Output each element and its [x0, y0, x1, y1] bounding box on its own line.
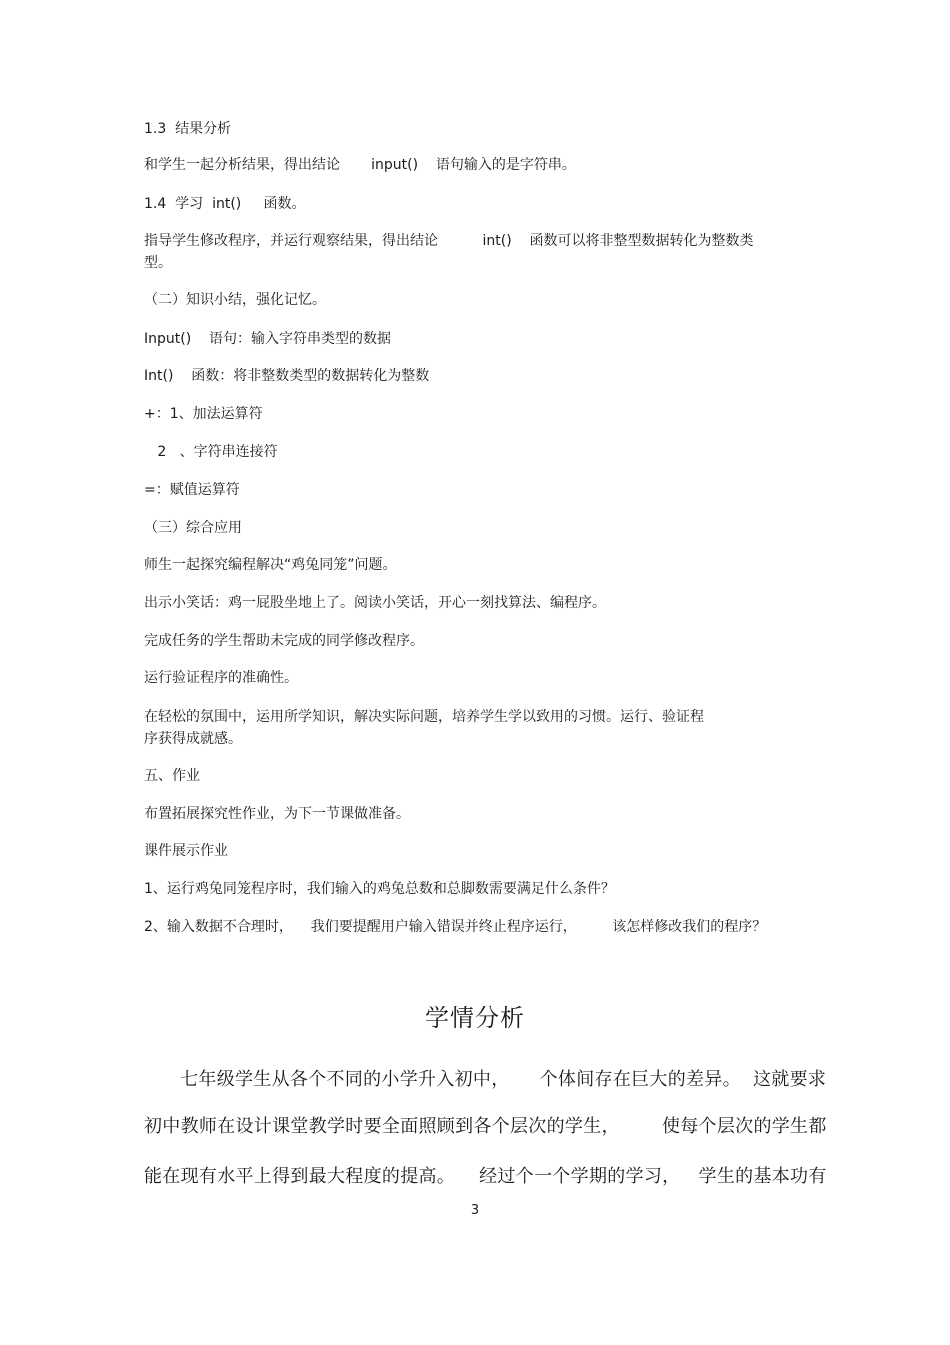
- text-line: 运行验证程序的准确性。: [144, 670, 298, 686]
- page-number: 3: [470, 1203, 480, 1218]
- text-line: Input() 语句：输入字符串类型的数据: [144, 331, 391, 347]
- text-line: Int() 函数：将非整数类型的数据转化为整数: [144, 368, 430, 384]
- text-line: 型。: [144, 255, 172, 271]
- text-line: 布置拓展探究性作业，为下一节课做准备。: [144, 806, 410, 822]
- text-line: 序获得成就感。: [144, 731, 242, 747]
- section-heading-homework: 五、作业: [144, 768, 200, 784]
- paragraph-line: 初中教师在设计课堂教学时要全面照顾到各个层次的学生， 使每个层次的学生都: [144, 1116, 827, 1137]
- text-line: 指导学生修改程序，并运行观察结果，得出结论 int() 函数可以将非整型数据转化为整数类: [144, 233, 754, 249]
- text-line: 师生一起探究编程解决“鸡兔同笼”问题。: [144, 557, 397, 573]
- paragraph-line: 能在现有水平上得到最大程度的提高。 经过个一个学期的学习， 学生的基本功有: [144, 1166, 827, 1187]
- subsection-heading: （三）综合应用: [144, 520, 242, 536]
- text-line: 在轻松的氛围中，运用所学知识，解决实际问题，培养学生学以致用的习惯。运行、验证程: [144, 709, 704, 725]
- section-title: 学情分析: [425, 1004, 525, 1032]
- text-line: =：赋值运算符: [144, 482, 240, 498]
- text-line: 完成任务的学生帮助未完成的同学修改程序。: [144, 633, 424, 649]
- section-heading-1-3: 1.3 结果分析: [144, 121, 232, 137]
- text-line: 和学生一起分析结果，得出结论 input() 语句输入的是字符串。: [144, 157, 576, 173]
- text-line: 2、输入数据不合理时， 我们要提醒用户输入错误并终止程序运行， 该怎样修改我们的程序？: [144, 919, 767, 935]
- section-heading-1-4: 1.4 学习 int() 函数。: [144, 196, 306, 212]
- text-line: 2 、字符串连接符: [144, 444, 278, 460]
- text-line: 出示小笑话：鸡一屁股坐地上了。阅读小笑话，开心一刻找算法、编程序。: [144, 595, 606, 611]
- text-line: 课件展示作业: [144, 843, 228, 859]
- text-line: 1、运行鸡兔同笼程序时，我们输入的鸡兔总数和总脚数需要满足什么条件？: [144, 881, 615, 897]
- subsection-heading: （二）知识小结，强化记忆。: [144, 292, 326, 308]
- paragraph-line: 七年级学生从各个不同的小学升入初中， 个体间存在巨大的差异。 这就要求: [144, 1069, 827, 1090]
- text-line: +：1、加法运算符: [144, 406, 263, 422]
